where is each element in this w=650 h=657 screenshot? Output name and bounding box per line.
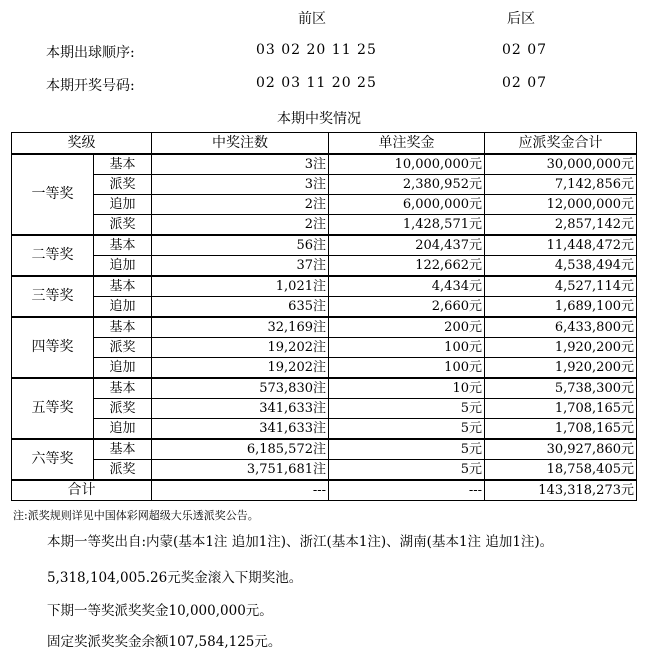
winning-numbers-label: 本期开奖号码: (46, 78, 135, 94)
total-amount-cell: --- (329, 480, 485, 501)
prize-per-ticket-cell: 6,000,000元 (329, 195, 485, 215)
bet-type-cell: 基本 (94, 235, 152, 256)
prize-per-ticket-cell: 100元 (329, 358, 485, 379)
winner-count-cell: 2注 (152, 195, 329, 215)
rules-note: 注:派奖规则详见中国体彩网超级大乐透派奖公告。 (13, 509, 259, 522)
table-row (12, 338, 637, 358)
winner-count-cell: 6,185,572注 (152, 439, 329, 460)
bet-type-cell: 基本 (94, 317, 152, 338)
table-row (12, 195, 637, 215)
table-row (12, 358, 637, 379)
prize-total-cell: 5,738,300元 (485, 378, 637, 399)
header-prize-total: 应派奖金合计 (485, 133, 637, 155)
prize-total-cell: 1,920,200元 (485, 338, 637, 358)
table-row (12, 317, 637, 338)
table-row (12, 460, 637, 481)
grand-total-cell: 143,318,273元 (485, 480, 637, 501)
table-row (12, 399, 637, 419)
next-first-prize-bonus-text: 下期一等奖派奖奖金10,000,000元。 (47, 603, 273, 619)
winner-count-cell: 56注 (152, 235, 329, 256)
prize-per-ticket-cell: 200元 (329, 317, 485, 338)
table-header-row (12, 133, 637, 155)
prize-per-ticket-cell: 204,437元 (329, 235, 485, 256)
table-row (12, 256, 637, 277)
prize-total-cell: 11,448,472元 (485, 235, 637, 256)
prize-total-cell: 1,689,100元 (485, 297, 637, 318)
prize-per-ticket-cell: 5元 (329, 439, 485, 460)
prize-level-cell: 六等奖 (12, 439, 94, 480)
back-zone-header: 后区 (507, 11, 535, 27)
prize-per-ticket-cell: 10,000,000元 (329, 154, 485, 175)
winner-count-cell: 37注 (152, 256, 329, 277)
winner-count-cell: 32,169注 (152, 317, 329, 338)
prize-level-cell: 一等奖 (12, 154, 94, 235)
table-row (12, 175, 637, 195)
table-row (12, 378, 637, 399)
winner-count-cell: 19,202注 (152, 338, 329, 358)
winner-count-cell: 573,830注 (152, 378, 329, 399)
winner-count-cell: 341,633注 (152, 419, 329, 440)
draw-order-label: 本期出球顺序: (46, 45, 135, 61)
prize-level-cell: 二等奖 (12, 235, 94, 276)
header-winner-count: 中奖注数 (152, 133, 329, 155)
prize-per-ticket-cell: 10元 (329, 378, 485, 399)
prize-per-ticket-cell: 100元 (329, 338, 485, 358)
bet-type-cell: 追加 (94, 297, 152, 318)
prize-level-cell: 三等奖 (12, 276, 94, 317)
table-row (12, 276, 637, 297)
bet-type-cell: 基本 (94, 378, 152, 399)
bet-type-cell: 派奖 (94, 399, 152, 419)
table-row (12, 235, 637, 256)
prize-total-cell: 30,000,000元 (485, 154, 637, 175)
table-row (12, 215, 637, 236)
winner-count-cell: 341,633注 (152, 399, 329, 419)
bet-type-cell: 派奖 (94, 460, 152, 481)
prize-total-cell: 7,142,856元 (485, 175, 637, 195)
winner-count-cell: 635注 (152, 297, 329, 318)
bet-type-cell: 派奖 (94, 175, 152, 195)
prize-total-cell: 18,758,405元 (485, 460, 637, 481)
draw-order-front-numbers: 03 02 20 11 25 (256, 42, 377, 58)
header-prize-level: 奖级 (12, 133, 152, 155)
prize-level-cell: 五等奖 (12, 378, 94, 439)
prize-per-ticket-cell: 1,428,571元 (329, 215, 485, 236)
bet-type-cell: 追加 (94, 358, 152, 379)
table-row (12, 439, 637, 460)
table-row (12, 297, 637, 318)
jackpot-rollover-text: 5,318,104,005.26元奖金滚入下期奖池。 (47, 570, 303, 586)
winner-count-cell: 2注 (152, 215, 329, 236)
results-table-title: 本期中奖情况 (277, 111, 361, 127)
winning-back-numbers: 02 07 (502, 75, 548, 91)
prize-total-cell: 30,927,860元 (485, 439, 637, 460)
winner-count-cell: 3注 (152, 154, 329, 175)
table-row (12, 154, 637, 175)
bet-type-cell: 基本 (94, 154, 152, 175)
bet-type-cell: 派奖 (94, 338, 152, 358)
winner-count-cell: 3注 (152, 175, 329, 195)
prize-per-ticket-cell: 4,434元 (329, 276, 485, 297)
prize-results-body (12, 154, 637, 501)
prize-per-ticket-cell: 122,662元 (329, 256, 485, 277)
bet-type-cell: 追加 (94, 195, 152, 215)
total-row (12, 480, 637, 501)
winning-front-numbers: 02 03 11 20 25 (256, 75, 377, 91)
prize-total-cell: 1,708,165元 (485, 399, 637, 419)
prize-level-cell: 四等奖 (12, 317, 94, 378)
prize-per-ticket-cell: 2,380,952元 (329, 175, 485, 195)
table-row (12, 419, 637, 440)
winner-count-cell: 3,751,681注 (152, 460, 329, 481)
prize-per-ticket-cell: 2,660元 (329, 297, 485, 318)
first-prize-origin-text: 本期一等奖出自:内蒙(基本1注 追加1注)、浙江(基本1注)、湖南(基本1注 追加1注)。 (47, 534, 554, 550)
bet-type-cell: 基本 (94, 276, 152, 297)
bet-type-cell: 派奖 (94, 215, 152, 236)
prize-total-cell: 6,433,800元 (485, 317, 637, 338)
bet-type-cell: 追加 (94, 256, 152, 277)
prize-total-cell: 1,920,200元 (485, 358, 637, 379)
prize-total-cell: 4,538,494元 (485, 256, 637, 277)
total-count-cell: --- (152, 480, 329, 501)
total-label-cell: 合计 (12, 480, 152, 501)
fixed-prize-bonus-balance-text: 固定奖派奖奖金余额107,584,125元。 (47, 634, 282, 650)
prize-per-ticket-cell: 5元 (329, 399, 485, 419)
bet-type-cell: 追加 (94, 419, 152, 440)
prize-total-cell: 1,708,165元 (485, 419, 637, 440)
winner-count-cell: 1,021注 (152, 276, 329, 297)
prize-per-ticket-cell: 5元 (329, 460, 485, 481)
prize-total-cell: 4,527,114元 (485, 276, 637, 297)
bet-type-cell: 基本 (94, 439, 152, 460)
winner-count-cell: 19,202注 (152, 358, 329, 379)
prize-total-cell: 2,857,142元 (485, 215, 637, 236)
header-prize-per-ticket: 单注奖金 (329, 133, 485, 155)
prize-results-table (11, 132, 637, 501)
prize-per-ticket-cell: 5元 (329, 419, 485, 440)
draw-order-back-numbers: 02 07 (502, 42, 548, 58)
prize-total-cell: 12,000,000元 (485, 195, 637, 215)
front-zone-header: 前区 (298, 11, 326, 27)
